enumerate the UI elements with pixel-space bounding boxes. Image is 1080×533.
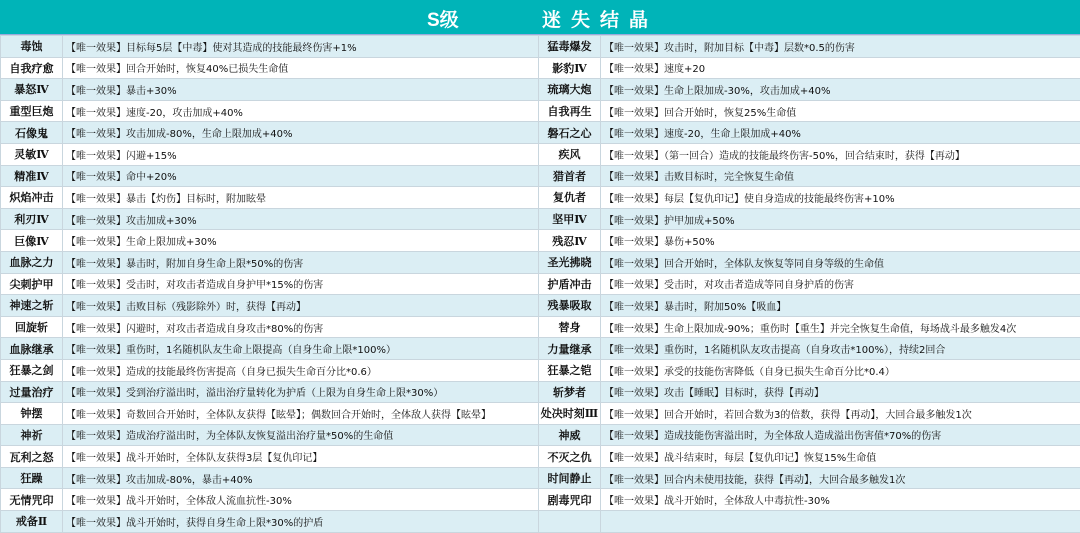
crystal-effect: 【唯一效果】战斗开始时，全体敌人中毒抗性-30% (601, 489, 1080, 511)
table-row (1, 403, 1080, 425)
crystal-effect: 【唯一效果】闪避+15% (63, 143, 539, 165)
crystal-name: 护盾冲击 (539, 273, 601, 295)
crystal-name: 狂躁 (1, 467, 63, 489)
crystal-name: 毒蚀 (1, 36, 63, 58)
crystal-name: 过量治疗 (1, 381, 63, 403)
crystal-name: 影豹Ⅳ (539, 57, 601, 79)
table-row (1, 295, 1080, 317)
crystal-effect: 【唯一效果】攻击加成+30% (63, 208, 539, 230)
crystal-name: 坚甲Ⅳ (539, 208, 601, 230)
crystal-effect: 【唯一效果】重伤时，1名随机队友攻击提高（自身攻击*100%），持续2回合 (601, 338, 1080, 360)
crystal-name: 神威 (539, 424, 601, 446)
crystal-effect: 【唯一效果】生命上限加成-90%；重伤时【重生】并完全恢复生命值，每场战斗最多触发4次 (601, 316, 1080, 338)
crystal-name: 圣光拂晓 (539, 251, 601, 273)
table-row (1, 208, 1080, 230)
crystal-effect: 【唯一效果】（第一回合）造成的技能最终伤害-50%，回合结束时，获得【再动】 (601, 143, 1080, 165)
crystal-name: 斩梦者 (539, 381, 601, 403)
crystal-effect: 【唯一效果】每层【复仇印记】使自身造成的技能最终伤害+10% (601, 187, 1080, 209)
crystal-name: 处决时刻Ⅲ (539, 403, 601, 425)
crystal-effect: 【唯一效果】承受的技能伤害降低（自身已损失生命百分比*0.4） (601, 359, 1080, 381)
grade-label: S级 (427, 5, 459, 32)
crystal-effect: 【唯一效果】造成的技能最终伤害提高（自身已损失生命百分比*0.6） (63, 359, 539, 381)
crystal-name: 自我再生 (539, 100, 601, 122)
crystal-effect: 【唯一效果】受到治疗溢出时，溢出治疗量转化为护盾（上限为自身生命上限*30%） (63, 381, 539, 403)
table-row (1, 273, 1080, 295)
crystal-effect: 【唯一效果】攻击加成-80%，暴击+40% (63, 467, 539, 489)
table-title: 迷失结晶 (542, 5, 658, 32)
crystal-name: 神祈 (1, 424, 63, 446)
crystal-effect: 【唯一效果】回合开始时，全体队友恢复等同自身等级的生命值 (601, 251, 1080, 273)
table-row (1, 424, 1080, 446)
crystal-effect: 【唯一效果】暴击时，附加50%【吸血】 (601, 295, 1080, 317)
table-body (1, 36, 1080, 533)
crystal-effect: 【唯一效果】暴击【灼伤】目标时，附加眩晕 (63, 187, 539, 209)
crystal-effect: 【唯一效果】生命上限加成-30%，攻击加成+40% (601, 79, 1080, 101)
crystal-name: 瓦利之怒 (1, 446, 63, 468)
crystal-name: 剧毒咒印 (539, 489, 601, 511)
crystal-effect: 【唯一效果】战斗开始时，全体队友获得3层【复仇印记】 (63, 446, 539, 468)
crystal-name: 血脉继承 (1, 338, 63, 360)
crystal-effect: 【唯一效果】暴伤+50% (601, 230, 1080, 252)
crystal-effect: 【唯一效果】速度+20 (601, 57, 1080, 79)
crystal-name: 神速之斩 (1, 295, 63, 317)
crystal-effect: 【唯一效果】生命上限加成+30% (63, 230, 539, 252)
table-header (0, 0, 1080, 35)
crystal-name: 无情咒印 (1, 489, 63, 511)
crystal-name: 暴怒Ⅳ (1, 79, 63, 101)
crystal-effect: 【唯一效果】攻击时，附加目标【中毒】层数*0.5的伤害 (601, 36, 1080, 58)
crystal-name: 残忍Ⅳ (539, 230, 601, 252)
table-row (1, 230, 1080, 252)
crystal-effect: 【唯一效果】命中+20% (63, 165, 539, 187)
crystal-effects-table (0, 35, 1080, 533)
crystal-effect: 【唯一效果】造成治疗溢出时，为全体队友恢复溢出治疗量*50%的生命值 (63, 424, 539, 446)
crystal-effect: 【唯一效果】造成技能伤害溢出时，为全体敌人造成溢出伤害值*70%的伤害 (601, 424, 1080, 446)
crystal-effect: 【唯一效果】闪避时，对攻击者造成自身攻击*80%的伤害 (63, 316, 539, 338)
crystal-effect: 【唯一效果】攻击【睡眠】目标时，获得【再动】 (601, 381, 1080, 403)
crystal-name: 时间静止 (539, 467, 601, 489)
crystal-effect: 【唯一效果】重伤时，1名随机队友生命上限提高（自身生命上限*100%） (63, 338, 539, 360)
crystal-effect: 【唯一效果】击败目标时，完全恢复生命值 (601, 165, 1080, 187)
crystal-effect: 【唯一效果】受击时，对攻击者造成自身护甲*15%的伤害 (63, 273, 539, 295)
crystal-effect: 【唯一效果】战斗开始时，获得自身生命上限*30%的护盾 (63, 511, 539, 533)
table-row (1, 79, 1080, 101)
crystal-name: 猛毒爆发 (539, 36, 601, 58)
crystal-effect: 【唯一效果】暴击+30% (63, 79, 539, 101)
crystal-name: 利刃Ⅳ (1, 208, 63, 230)
crystal-name: 自我疗愈 (1, 57, 63, 79)
crystal-effect: 【唯一效果】速度-20，生命上限加成+40% (601, 122, 1080, 144)
table-row (1, 316, 1080, 338)
crystal-effect: 【唯一效果】暴击时，附加自身生命上限*50%的伤害 (63, 251, 539, 273)
crystal-name: 猎首者 (539, 165, 601, 187)
table-row (1, 511, 1080, 533)
crystal-name: 狂暴之铠 (539, 359, 601, 381)
crystal-name: 替身 (539, 316, 601, 338)
crystal-name: 回旋斩 (1, 316, 63, 338)
table-row (1, 122, 1080, 144)
table-row (1, 467, 1080, 489)
crystal-name: 炽焰冲击 (1, 187, 63, 209)
crystal-effect: 【唯一效果】回合开始时，若回合数为3的倍数，获得【再动】，大回合最多触发1次 (601, 403, 1080, 425)
crystal-name: 戒备Ⅱ (1, 511, 63, 533)
crystal-name: 血脉之力 (1, 251, 63, 273)
crystal-name: 狂暴之剑 (1, 359, 63, 381)
crystal-effect: 【唯一效果】目标每5层【中毒】使对其造成的技能最终伤害+1% (63, 36, 539, 58)
table-row (1, 446, 1080, 468)
crystal-name: 复仇者 (539, 187, 601, 209)
table-row (1, 100, 1080, 122)
crystal-effect: 【唯一效果】战斗结束时，每层【复仇印记】恢复15%生命值 (601, 446, 1080, 468)
crystal-effect (601, 511, 1080, 533)
table-row (1, 359, 1080, 381)
crystal-effect: 【唯一效果】攻击加成-80%，生命上限加成+40% (63, 122, 539, 144)
crystal-name: 重型巨炮 (1, 100, 63, 122)
crystal-effect: 【唯一效果】速度-20，攻击加成+40% (63, 100, 539, 122)
crystal-effect: 【唯一效果】受击时，对攻击者造成等同自身护盾的伤害 (601, 273, 1080, 295)
crystal-name: 磐石之心 (539, 122, 601, 144)
table-row (1, 187, 1080, 209)
crystal-name: 石像鬼 (1, 122, 63, 144)
crystal-name: 钟摆 (1, 403, 63, 425)
table-row (1, 57, 1080, 79)
crystal-effect: 【唯一效果】回合开始时，恢复25%生命值 (601, 100, 1080, 122)
crystal-name: 力量继承 (539, 338, 601, 360)
crystal-name: 巨像Ⅳ (1, 230, 63, 252)
table-row (1, 489, 1080, 511)
crystal-name: 灵敏Ⅳ (1, 143, 63, 165)
crystal-effect: 【唯一效果】回合开始时，恢复40%已损失生命值 (63, 57, 539, 79)
table-row (1, 381, 1080, 403)
crystal-effect: 【唯一效果】战斗开始时，全体敌人流血抗性-30% (63, 489, 539, 511)
crystal-effect: 【唯一效果】回合内未使用技能，获得【再动】，大回合最多触发1次 (601, 467, 1080, 489)
table-row (1, 143, 1080, 165)
crystal-effect: 【唯一效果】奇数回合开始时，全体队友获得【眩晕】；偶数回合开始时，全体敌人获得【眩晕】 (63, 403, 539, 425)
table-row (1, 338, 1080, 360)
table-row (1, 165, 1080, 187)
crystal-effect: 【唯一效果】击败目标（残影除外）时，获得【再动】 (63, 295, 539, 317)
crystal-name: 琉璃大炮 (539, 79, 601, 101)
crystal-name: 尖刺护甲 (1, 273, 63, 295)
crystal-name: 精准Ⅳ (1, 165, 63, 187)
table-row (1, 36, 1080, 58)
crystal-effect: 【唯一效果】护甲加成+50% (601, 208, 1080, 230)
crystal-name: 疾风 (539, 143, 601, 165)
table-row (1, 251, 1080, 273)
crystal-name: 残暴吸取 (539, 295, 601, 317)
crystal-name: 不灭之仇 (539, 446, 601, 468)
crystal-name (539, 511, 601, 533)
